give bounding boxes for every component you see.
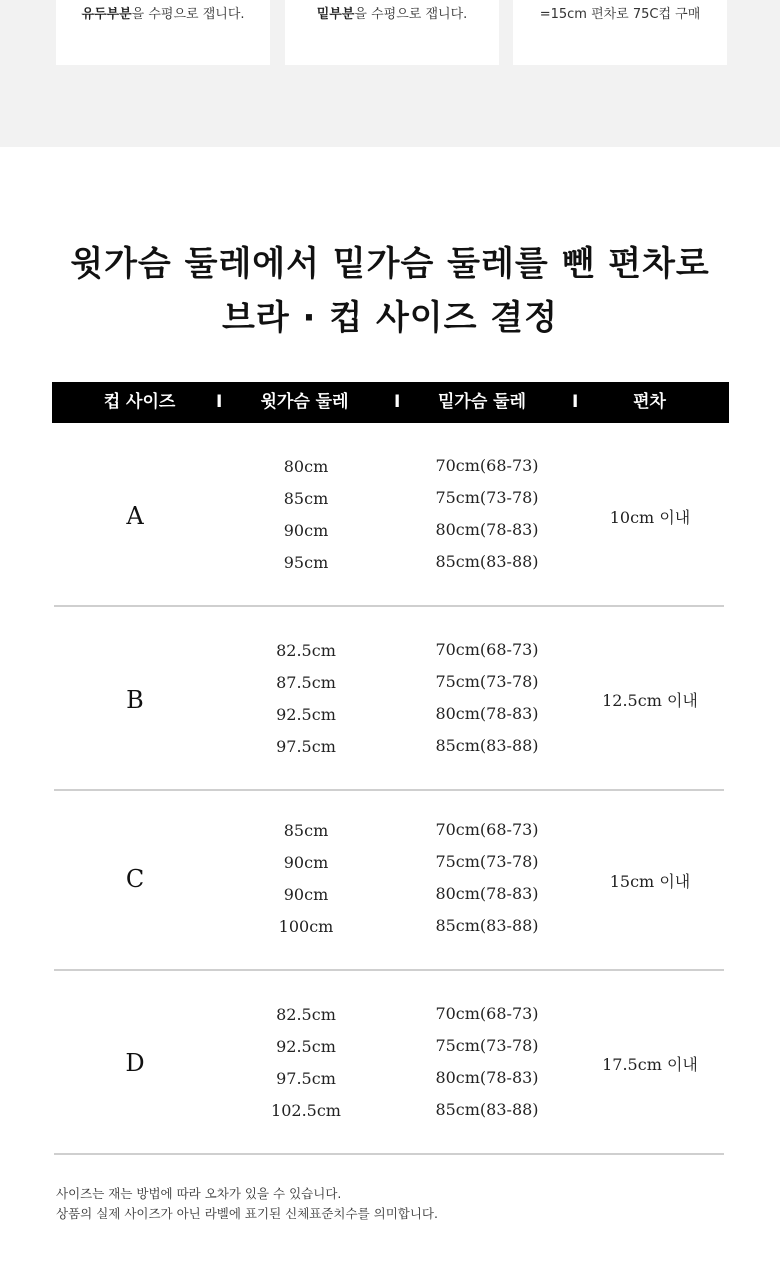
guide-card-text: =15cm 편차로 75C컵 구매: [539, 7, 701, 22]
guide-card-upper-bust: [56, 0, 270, 65]
upper-bust-values-c: 85cm 90cm 90cm 100cm: [278, 821, 334, 936]
header-separator: I: [572, 392, 579, 412]
guide-card-text: 밑부분을 수평으로 잽니다.: [316, 7, 468, 22]
header-separator: I: [216, 392, 223, 412]
header-under-bust: 밑가슴 둘레: [437, 392, 527, 412]
upper-bust-values-d: 82.5cm 92.5cm 97.5cm 102.5cm: [271, 1005, 341, 1120]
under-bust-values-c: 70cm(68-73) 75cm(73-78) 80cm(78-83) 85cm(83-88): [435, 820, 539, 935]
under-bust-values-d: 70cm(68-73) 75cm(73-78) 80cm(78-83) 85cm(83-88): [435, 1004, 539, 1119]
deviation-b: 12.5cm 이내: [602, 691, 698, 710]
headline-line-1: 윗가슴 둘레에서 밑가슴 둘레를 뺀 편차로: [70, 244, 710, 284]
header-deviation: 편차: [633, 392, 666, 412]
upper-bust-values-b: 82.5cm 87.5cm 92.5cm 97.5cm: [276, 641, 336, 756]
row-divider: [54, 789, 724, 791]
under-bust-values-b: 70cm(68-73) 75cm(73-78) 80cm(78-83) 85cm(83-88): [435, 640, 539, 755]
upper-bust-values-a: 80cm 85cm 90cm 95cm: [283, 457, 329, 572]
size-note-2: 상품의 실제 사이즈가 아닌 라벨에 표기된 신체표준치수를 의미합니다.: [56, 1206, 438, 1221]
cup-label-b: B: [126, 686, 144, 714]
header-upper-bust: 윗가슴 둘레: [260, 392, 349, 412]
under-bust-values-a: 70cm(68-73) 75cm(73-78) 80cm(78-83) 85cm(83-88): [435, 456, 539, 571]
header-separator: I: [394, 392, 401, 412]
guide-card-example: [513, 0, 727, 65]
size-table-header: [52, 382, 729, 423]
headline-line-2: 브라 · 컵 사이즈 결정: [221, 298, 558, 338]
cup-label-d: D: [125, 1049, 145, 1077]
deviation-c: 15cm 이내: [609, 872, 691, 891]
size-note-1: 사이즈는 재는 방법에 따라 오차가 있을 수 있습니다.: [56, 1186, 342, 1201]
guide-card-under-bust: [285, 0, 499, 65]
row-divider: [54, 969, 724, 971]
row-divider: [54, 605, 724, 607]
header-cup-size: 컵 사이즈: [103, 392, 176, 412]
deviation-d: 17.5cm 이내: [602, 1055, 698, 1074]
deviation-a: 10cm 이내: [609, 508, 691, 527]
cup-label-c: C: [125, 865, 145, 893]
cup-label-a: A: [126, 502, 144, 530]
row-divider: [54, 1153, 724, 1155]
guide-card-text: 유두부분을 수평으로 잽니다.: [81, 7, 245, 22]
